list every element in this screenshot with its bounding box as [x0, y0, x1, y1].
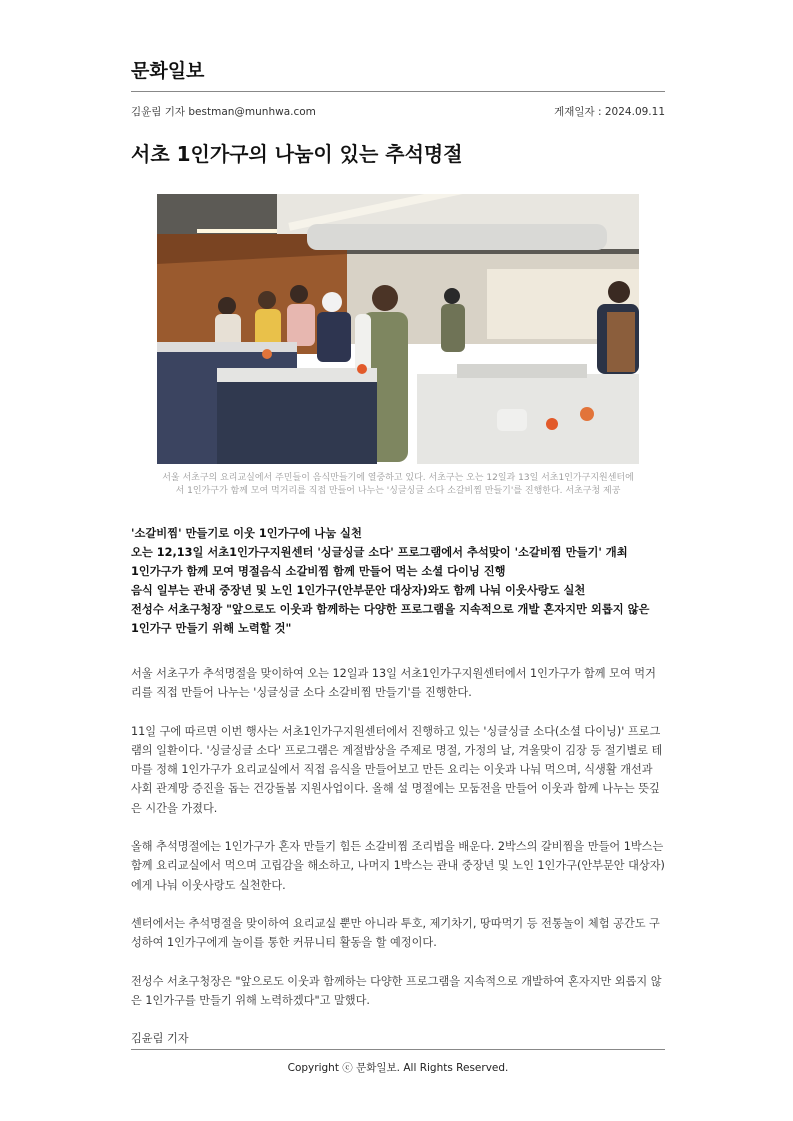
reporter-byline[interactable]: 김윤림 기자 bestman@munhwa.com: [131, 106, 316, 118]
photo-caption: 서울 서초구의 요리교실에서 주민들이 음식만들기에 열중하고 있다. 서초구는 오는 12일과 13일 서초1인가구지원센터에 서 1인가구가 함께 모여 먹거리를 직접 만들어 나누는 '싱글싱글 소다 소갈비찜 만들기'를 진행한다. 서초구청 제공: [162, 473, 634, 496]
summary-line: 1인가구가 함께 모여 명절음식 소갈비찜 함께 만들어 먹는 소셜 다이닝 진행: [131, 565, 506, 578]
summary-line: 오는 12,13일 서초1인가구지원센터 '싱글싱글 소다' 프로그램에서 추석맞이 '소갈비찜 만들기' 개최: [131, 546, 628, 559]
article-headline: 서초 1인가구의 나눔이 있는 추석명절: [131, 142, 463, 166]
reporter-signoff: 김윤림 기자: [131, 1032, 189, 1046]
summary-line: 음식 일부는 관내 중장년 및 노인 1인가구(안부문안 대상자)와도 함께 나눠 이웃사랑도 실천: [131, 584, 586, 597]
body-paragraph: 올해 추석명절에는 1인가구가 혼자 만들기 힘든 소갈비찜 조리법을 배운다. 2박스의 갈비찜을 만들어 1박스는 함께 요리교실에서 먹으며 고립감을 해소하고, 나머지 1박스는 관내 중장년 및 노인 1인가구(안부문안 대상자)에게 나눠 이웃사랑도 실천한다.: [131, 840, 665, 892]
header-divider: [131, 91, 665, 92]
article-photo: [157, 194, 639, 464]
summary-line: '소갈비찜' 만들기로 이웃 1인가구에 나눔 실천: [131, 527, 362, 540]
article-body: [131, 664, 665, 1067]
body-paragraph: 전성수 서초구청장은 "앞으로도 이웃과 함께하는 다양한 프로그램을 지속적으로 개발하여 혼자지만 외롭지 않은 1인가구를 만들기 위해 노력하겠다"고 말했다.: [131, 974, 662, 1007]
summary-line: 전성수 서초구청장 "앞으로도 이웃과 함께하는 다양한 프로그램을 지속적으로 개발 혼자지만 외롭지 않은: [131, 603, 650, 616]
summary-line: 1인가구 만들기 위해 노력할 것": [131, 622, 292, 635]
body-paragraph: 서울 서초구가 추석명절을 맞이하여 오는 12일과 13일 서초1인가구지원센터에서 1인가구가 함께 모여 먹거리를 직접 만들어 나누는 '싱글싱글 소다 소갈비찜 만들기'를 진행한다.: [131, 667, 656, 700]
body-paragraph: 센터에서는 추석명절을 맞이하여 요리교실 뿐만 아니라 투호, 제기차기, 땅따먹기 등 전통놀이 체험 공간도 구성하여 1인가구에게 놀이를 통한 커뮤니티 활동을 할 예정이다.: [131, 916, 660, 950]
article-summary: [131, 524, 665, 638]
body-paragraph: 11일 구에 따르면 이번 행사는 서초1인가구지원센터에서 진행하고 있는 '싱글싱글 소다(소셜 다이닝)' 프로그램의 일환이다. '싱글싱글 소다' 프로그램은 계절밥상을 주제로 명절, 가정의 날, 겨울맞이 김장 등 절기별로 테마를 정해 1인가구가 요리교실에서 직접 음식을 만들어보고 만든 요리는 이웃과 나눠 먹으며, 식생활 개선과 사회 관계망 증진을 돕는 건강돌봄 지원사업이다. 올해 설 명절에는 모둠전을 만들어 이웃과 함께 나누는 뜻깊은 시간을 가졌다.: [131, 724, 663, 815]
newspaper-masthead[interactable]: 문화일보: [131, 60, 205, 82]
copyright-notice: Copyright ⓒ 문화일보. All Rights Reserved.: [287, 1062, 509, 1074]
publication-date: 게재일자 : 2024.09.11: [554, 106, 665, 118]
footer-divider: [131, 1049, 665, 1050]
